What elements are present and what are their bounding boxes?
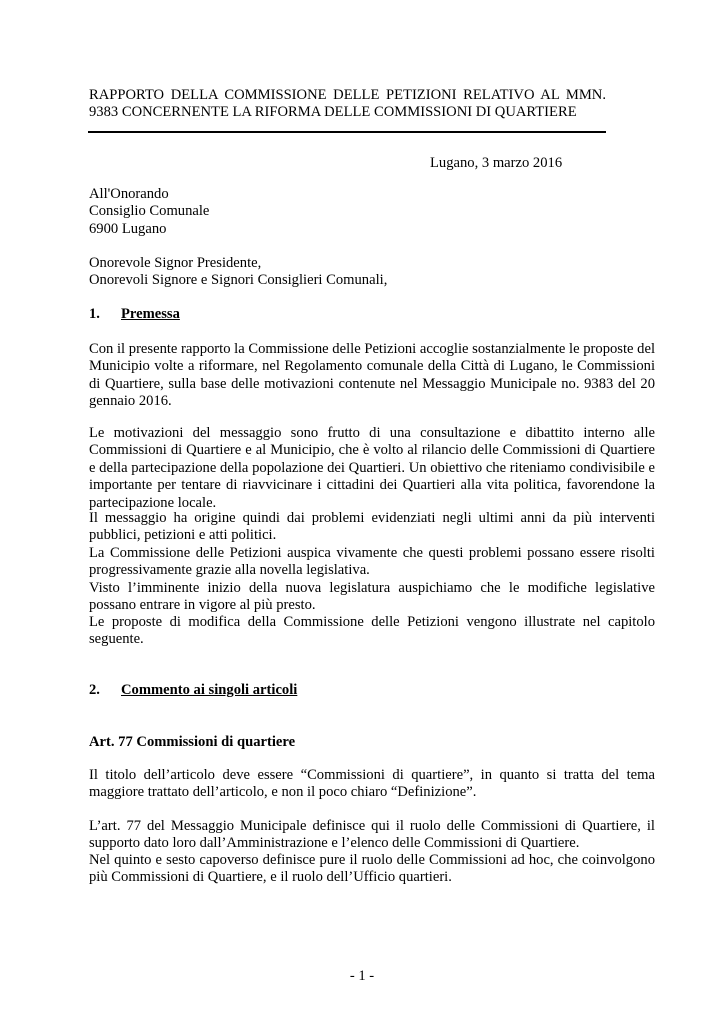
document-date: Lugano, 3 marzo 2016 [430, 155, 563, 171]
article-77-paragraph-2: L’art. 77 del Messaggio Municipale definisce qui il ruolo delle Commissioni di Quartiere, il supporto dato loro dall’Amministrazione e l’elenco delle Commissioni di Quartiere. [89, 818, 655, 852]
section-2-title: Commento ai singoli articoli [121, 682, 298, 698]
premessa-paragraph-3: Il messaggio ha origine quindi dai problemi evidenziati negli ultimi anni da più interventi pubblici, petizioni e atti politici. [89, 510, 655, 544]
title-line-2: 9383 CONCERNENTE LA RIFORMA DELLE COMMISSIONI DI QUARTIERE [89, 104, 577, 121]
salutation-line-2: Onorevoli Signore e Signori Consiglieri Comunali, [89, 272, 388, 289]
premessa-paragraph-4: La Commissione delle Petizioni auspica vivamente che questi problemi possano essere risolti progressivamente grazie alla novella legislativa. [89, 545, 655, 579]
title-underline-rule [88, 131, 606, 133]
section-1-title: Premessa [121, 306, 180, 322]
premessa-paragraph-6: Le proposte di modifica della Commissione delle Petizioni vengono illustrate nel capitolo seguente. [89, 614, 655, 648]
title-line-1: RAPPORTO DELLA COMMISSIONE DELLE PETIZIONI RELATIVO AL MMN. [89, 87, 606, 103]
report-title [89, 87, 606, 122]
premessa-paragraph-1: Con il presente rapporto la Commissione delle Petizioni accoglie sostanzialmente le proposte del Municipio volte a riformare, nel Regolamento comunale della Città di Lugano, le Commissioni di Quartiere, sulla base delle motivazioni contenute nel Messaggio Municipale no. 9383 del 20 gennaio 2016. [89, 341, 655, 410]
article-77-heading: Art. 77 Commissioni di quartiere [89, 734, 296, 750]
address-line-3: 6900 Lugano [89, 220, 167, 237]
section-2-heading [89, 682, 297, 699]
address-line-2: Consiglio Comunale [89, 203, 210, 220]
page-number: - 1 - [349, 968, 375, 984]
section-2-number: 2. [89, 682, 100, 698]
salutation [89, 255, 387, 290]
premessa-paragraph-2: Le motivazioni del messaggio sono frutto di una consultazione e dibattito interno alle Commissioni di Quartiere e al Municipio, che è volto al rilancio delle Commissioni di Quartiere e della partecipazione della popolazione dei Quartieri. Un obiettivo che riteniamo condivisibile e importante per tentare di riavvicinare i cittadini dei Quartieri alla vita politica, favorendone la partecipazione locale. [89, 425, 655, 511]
premessa-paragraph-5: Visto l’imminente inizio della nuova legislatura auspichiamo che le modifiche legislative possano entrare in vigore al più presto. [89, 580, 655, 614]
recipient-address [89, 186, 209, 238]
article-77-paragraph-1: Il titolo dell’articolo deve essere “Commissioni di quartiere”, in quanto si tratta del tema maggiore trattato dell’articolo, e non il poco chiaro “Definizione”. [89, 767, 655, 801]
address-line-1: All'Onorando [89, 186, 169, 202]
salutation-line-1: Onorevole Signor Presidente, [89, 255, 262, 271]
section-1-heading [89, 306, 180, 323]
article-77-paragraph-3: Nel quinto e sesto capoverso definisce pure il ruolo delle Commissioni ad hoc, che coinvolgono più Commissioni di Quartiere, e il ruolo dell’Ufficio quartieri. [89, 852, 655, 886]
section-1-number: 1. [89, 306, 100, 322]
